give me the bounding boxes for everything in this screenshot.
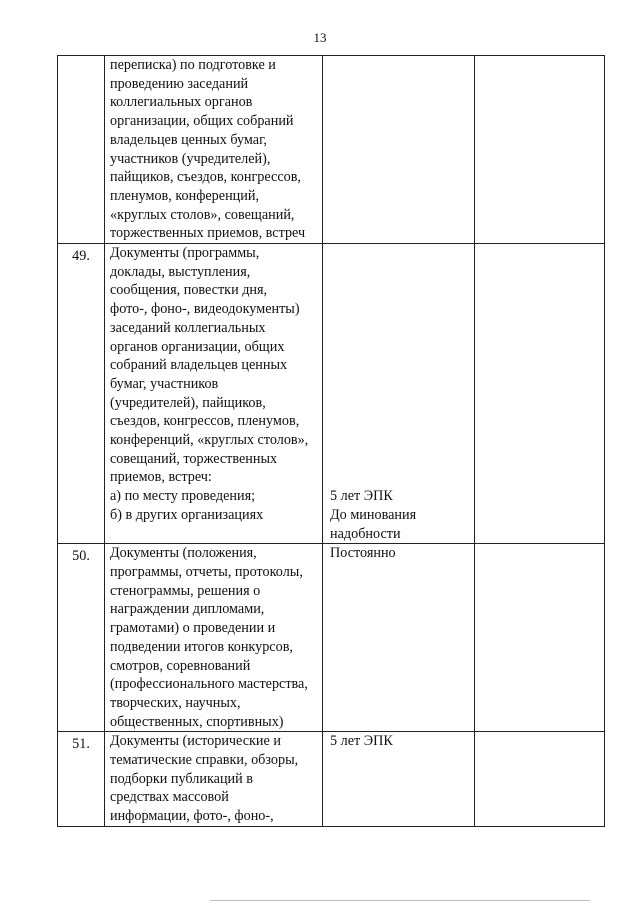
document-title-line: тематические справки, обзоры, [110,752,299,769]
retention-period-line [330,244,474,263]
document-title-cell [105,244,323,544]
document-title-line: грамотами) о проведении и [110,620,276,637]
retention-period-line: Постоянно [330,545,396,562]
retention-period-line [330,412,474,431]
document-title-line: пайщиков, съездов, конгрессов, [110,169,301,186]
retention-period-cell [323,544,475,732]
table-row [58,732,605,827]
retention-period-cell [323,56,475,244]
retention-period-line [330,338,474,357]
item-number [58,56,105,244]
document-title-line: смотров, соревнований [110,657,251,674]
notes-cell [475,56,605,244]
document-title-line: участников (учредителей), [110,150,271,167]
document-title-line: проведению заседаний [110,75,249,92]
item-number: 51. [58,732,105,827]
retention-period-line [330,431,474,450]
document-title-cell [105,544,323,732]
retention-period-line [330,263,474,282]
document-title-line: заседаний коллегиальных [110,319,266,336]
retention-period-line [330,319,474,338]
document-title-line: собраний владельцев ценных [110,357,288,374]
document-title-line: доклады, выступления, [110,263,251,280]
notes-cell [475,732,605,827]
retention-period-line [330,281,474,300]
document-title-line: подборки публикаций в [110,770,253,787]
document-title-line: съездов, конгрессов, пленумов, [110,413,300,430]
document-title-line: пленумов, конференций, [110,187,259,204]
document-title-line: Документы (программы, [110,245,260,262]
table-row [58,544,605,732]
records-table-body [58,56,605,827]
table-row [58,56,605,244]
document-title-line: коллегиальных органов [110,94,253,111]
document-title-line: торжественных приемов, встреч [110,225,306,242]
document-title-line: творческих, научных, [110,694,241,711]
document-title-line: программы, отчеты, протоколы, [110,563,303,580]
document-title-line: бумаг, участников [110,375,219,392]
retention-period-line [330,450,474,469]
records-table [57,55,605,827]
retention-period-cell [323,244,475,544]
document-title-line: подведении итогов конкурсов, [110,638,293,655]
notes-cell [475,544,605,732]
document-title-line: (профессионального мастерства, [110,676,308,693]
document-title-line: переписка) по подготовке и [110,57,276,73]
retention-period-line: До минования [330,506,417,523]
document-title-line: совещаний, торжественных [110,450,278,467]
document-title-line: Документы (исторические и [110,733,281,750]
item-number: 50. [58,544,105,732]
document-title-line: фото-, фоно-, видеодокументы) [110,301,300,318]
retention-period-line [330,300,474,319]
document-title-line: владельцев ценных бумаг, [110,131,267,148]
retention-period-line [330,468,474,487]
document-title-line: приемов, встреч: [110,469,212,486]
document-title-cell [105,732,323,827]
document-title-line: а) по месту проведения; [110,488,256,505]
document-title-line: награждении дипломами, [110,601,265,618]
document-title-line: организации, общих собраний [110,113,294,130]
retention-period-line: надобности [330,525,401,542]
notes-cell [475,244,605,544]
document-title-line: средствах массовой [110,789,229,806]
retention-period-line [330,356,474,375]
document-title-line: стенограммы, решения о [110,582,261,599]
document-title-line: «круглых столов», совещаний, [110,206,295,223]
document-title-line: (учредителей), пайщиков, [110,394,266,411]
retention-period-line: 5 лет ЭПК [330,488,393,505]
document-title-line: органов организации, общих [110,338,285,355]
retention-period-line [330,375,474,394]
document-title-line: б) в других организациях [110,506,264,523]
retention-period-cell [323,732,475,827]
document-title-line: сообщения, повестки дня, [110,282,268,299]
document-title-line: конференций, «круглых столов», [110,432,309,449]
scan-edge-line [210,900,590,901]
table-row [58,244,605,544]
document-title-line: общественных, спортивных) [110,713,284,730]
document-title-cell [105,56,323,244]
retention-period-line [330,394,474,413]
item-number: 49. [58,244,105,544]
retention-period-line: 5 лет ЭПК [330,733,393,750]
page-number: 13 [313,30,327,45]
document-title-line: информации, фото-, фоно-, [110,808,274,825]
document-title-line: Документы (положения, [110,545,257,562]
